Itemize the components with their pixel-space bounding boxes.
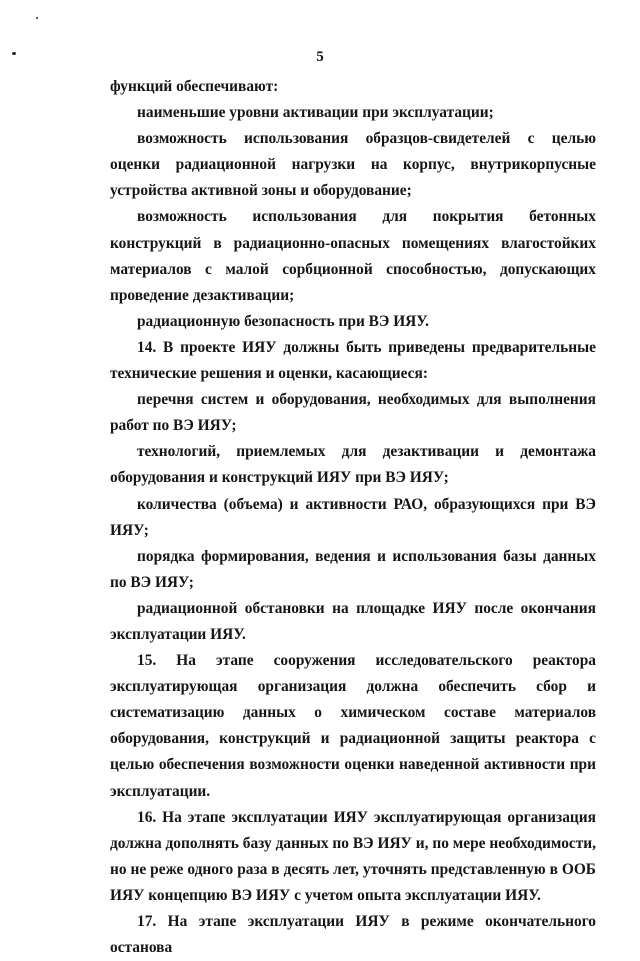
paragraph: 14. В проекте ИЯУ должны быть приведены предварительные технические решения и оценки, касающиеся: [110,338,596,383]
paragraph: наименьшие уровни активации при эксплуатации; [137,104,494,122]
paragraph: технологий, приемлемых для дезактивации и демонтажа оборудования и конструкций ИЯУ при ВЭ ИЯУ; [110,443,596,487]
paragraph: 15. На этапе сооружения исследовательского реактора эксплуатирующая организация должна обеспечить сбор и систематизацию данных о химическом составе материалов оборудования, конструкций и радиационной защиты реактора с целью обеспечения возможности оценки наведенной активности при эксплуатации. [110,652,596,800]
paragraph: 16. На этапе эксплуатации ИЯУ эксплуатирующая организация должна дополнять базу данных по ВЭ ИЯУ и, по мере необходимости, но не реже одного раза в десять лет, уточнять представленную в ООБ ИЯУ концепцию ВЭ ИЯУ с учетом опыта эксплуатации ИЯУ. [110,808,596,904]
paragraph: 17. На этапе эксплуатации ИЯУ в режиме окончательного останова [110,913,596,957]
paragraph: радиационную безопасность при ВЭ ИЯУ. [137,312,429,330]
paragraph: возможность использования для покрытия бетонных конструкций в радиационно-опасных помещениях влагостойких материалов с малой сорбционной способностью, допускающих проведение дезактивации; [110,208,596,304]
page-number: 5 [316,49,324,65]
paragraph: радиационной обстановки на площадке ИЯУ после окончания эксплуатации ИЯУ. [110,599,596,643]
scan-speck [36,17,38,19]
body-text [110,74,596,961]
paragraph: перечня систем и оборудования, необходимых для выполнения работ по ВЭ ИЯУ; [110,391,596,435]
paragraph: функций обеспечивают: [110,78,279,95]
paragraph: количества (объема) и активности РАО, образующихся при ВЭ ИЯУ; [110,495,596,539]
paragraph: порядка формирования, ведения и использования базы данных по ВЭ ИЯУ; [110,547,596,591]
paragraph: возможность использования образцов-свидетелей с целью оценки радиационной нагрузки на корпус, внутрикорпусные устройства активной зоны и оборудование; [110,130,596,200]
